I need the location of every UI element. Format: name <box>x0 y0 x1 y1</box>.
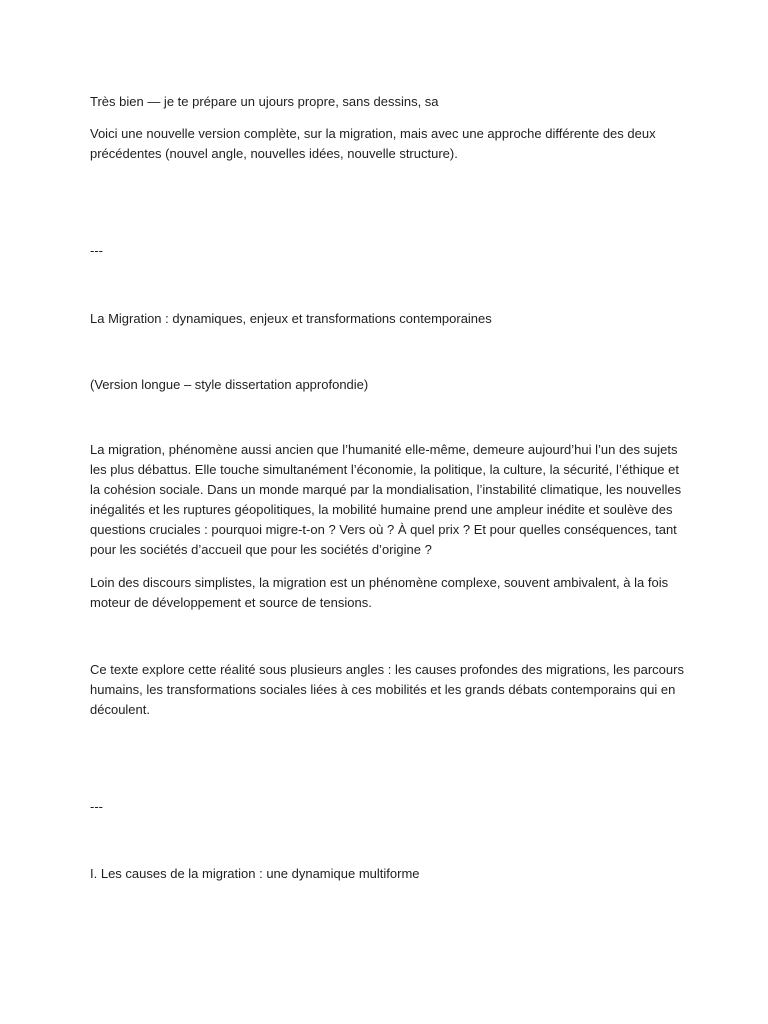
intro-paragraph: Voici une nouvelle version complète, sur la migration, mais avec une approche différente des deux précédentes (nouvel angle, nouvelles idées, nouvelle structure). <box>90 126 656 161</box>
section-heading: I. Les causes de la migration : une dynamique multiforme <box>90 866 420 881</box>
separator: --- <box>90 799 103 814</box>
document-subtitle: (Version longue – style dissertation approfondie) <box>90 377 369 392</box>
document-title: La Migration : dynamiques, enjeux et transformations contemporaines <box>90 311 492 326</box>
intro-line: Très bien — je te prépare un ujours propre, sans dessins, sa <box>90 94 439 109</box>
separator: --- <box>90 243 103 258</box>
paragraph: Loin des discours simplistes, la migration est un phénomène complexe, souvent ambivalent, à la fois moteur de développement et source de tensions. <box>90 575 669 610</box>
paragraph: La migration, phénomène aussi ancien que l’humanité elle-même, demeure aujourd’hui l’un des sujets les plus débattus. Elle touche simultanément l’économie, la politique, la culture, la sécurité, l’éthique et la cohésion sociale. Dans un monde marqué par la mondialisation, l’instabilité climatique, les nouvelles inégalités et les ruptures géopolitiques, la mobilité humaine prend une ampleur inédite et soulève des questions cruciales : pourquoi migre-t-on ? Vers où ? À quel prix ? Et pour quelles conséquences, tant pour les sociétés d’accueil que pour les sociétés d’origine ? <box>90 442 682 557</box>
paragraph: Ce texte explore cette réalité sous plusieurs angles : les causes profondes des migrations, les parcours humains, les transformations sociales liées à ces mobilités et les grands débats contemporains qui en découlent. <box>90 662 684 717</box>
